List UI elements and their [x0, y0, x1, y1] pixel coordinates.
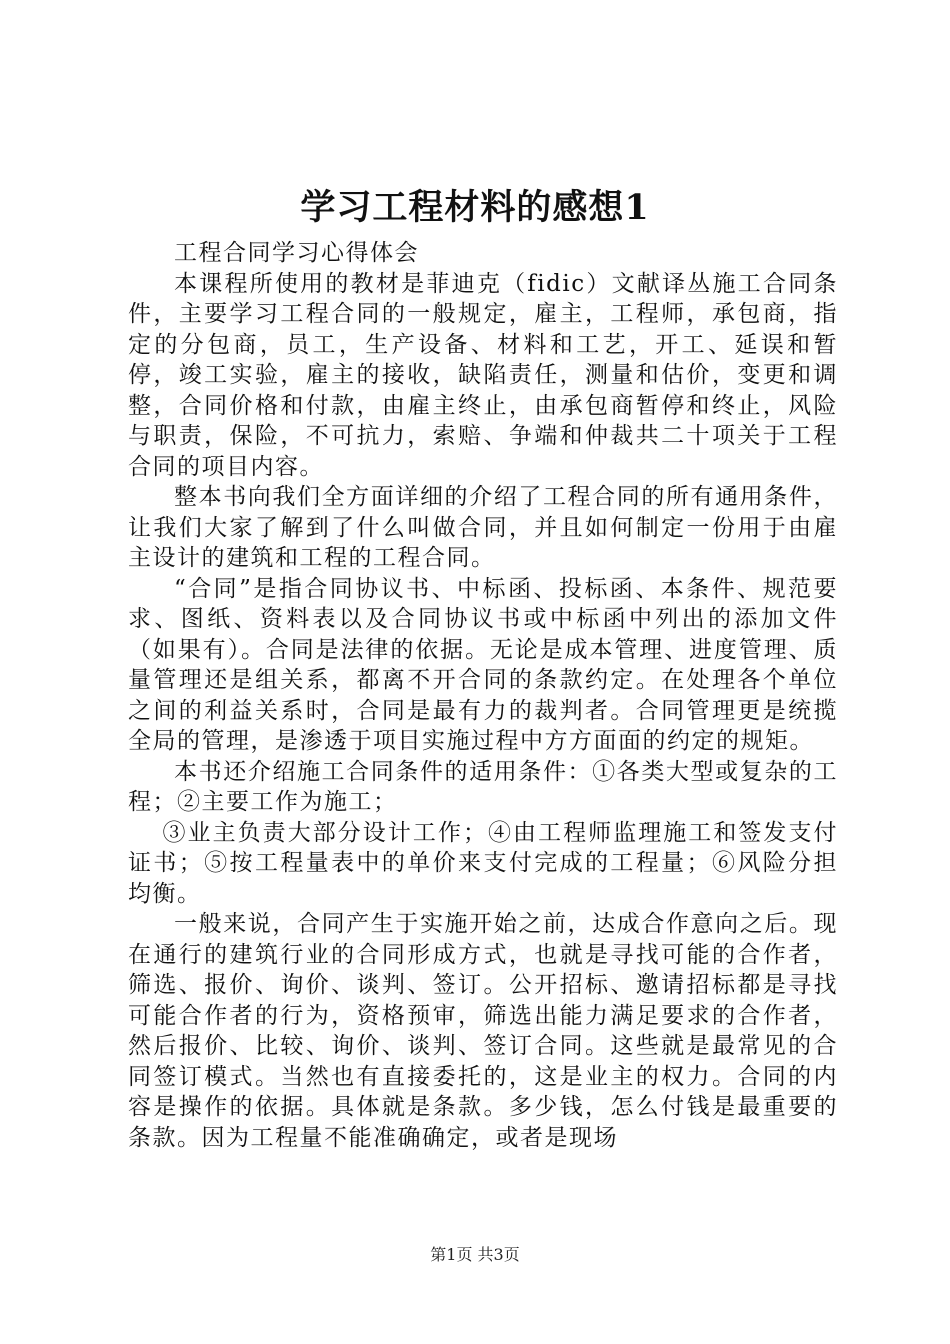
page-footer: 第1页 共3页 [430, 1245, 520, 1264]
paragraph: 整本书向我们全方面详细的介绍了工程合同的所有通用条件，让我们大家了解到了什么叫做合同，并且如何制定一份用于由雇主设计的建筑和工程的工程合同。 [128, 484, 838, 571]
paragraph: ③业主负责大部分设计工作；④由工程师监理施工和签发支付证书；⑤按工程量表中的单价来支付完成的工程量；⑥风险分担均衡。 [128, 819, 838, 907]
paragraph: 本课程所使用的教材是菲迪克（fidic）文献译丛施工合同条件，主要学习工程合同的一般规定，雇主，工程师，承包商，指定的分包商，员工，生产设备、材料和工艺，开工、延误和暂停，竣工实验，雇主的接收，缺陷责任，测量和估价，变更和调整，合同价格和付款，由雇主终止，由承包商暂停和终止，风险与职责，保险，不可抗力，索赔、争端和仲裁共二十项关于工程合同的项目内容。 [128, 270, 838, 480]
paragraph: 一般来说，合同产生于实施开始之前，达成合作意向之后。现在通行的建筑行业的合同形成方式，也就是寻找可能的合作者，筛选、报价、询价、谈判、签订。公开招标、邀请招标都是寻找可能合作者的行为，资格预审，筛选出能力满足要求的合作者，然后报价、比较、询价、谈判、签订合同。这些就是最常见的合同签订模式。当然也有直接委托的，这是业主的权力。合同的内容是操作的依据。具体就是条款。多少钱，怎么付钱是最重要的条款。因为工程量不能准确确定，或者是现场 [128, 911, 838, 1151]
paragraph-subtitle: 工程合同学习心得体会 [174, 240, 419, 266]
document-body [128, 238, 838, 1153]
paragraph: “合同”是指合同协议书、中标函、投标函、本条件、规范要求、图纸、资料表以及合同协议书或中标函中列出的添加文件（如果有）。合同是法律的依据。无论是成本管理、进度管理、质量管理还是组关系，都离不开合同的条款约定。在处理各个单位之间的利益关系时，合同是最有力的裁判者。合同管理更是统揽全局的管理，是渗透于项目实施过程中方方面面的约定的规矩。 [128, 575, 838, 754]
document-title: 学习工程材料的感想1 [300, 187, 650, 228]
paragraph: 本书还介绍施工合同条件的适用条件：①各类大型或复杂的工程；②主要工作为施工； [128, 758, 838, 815]
